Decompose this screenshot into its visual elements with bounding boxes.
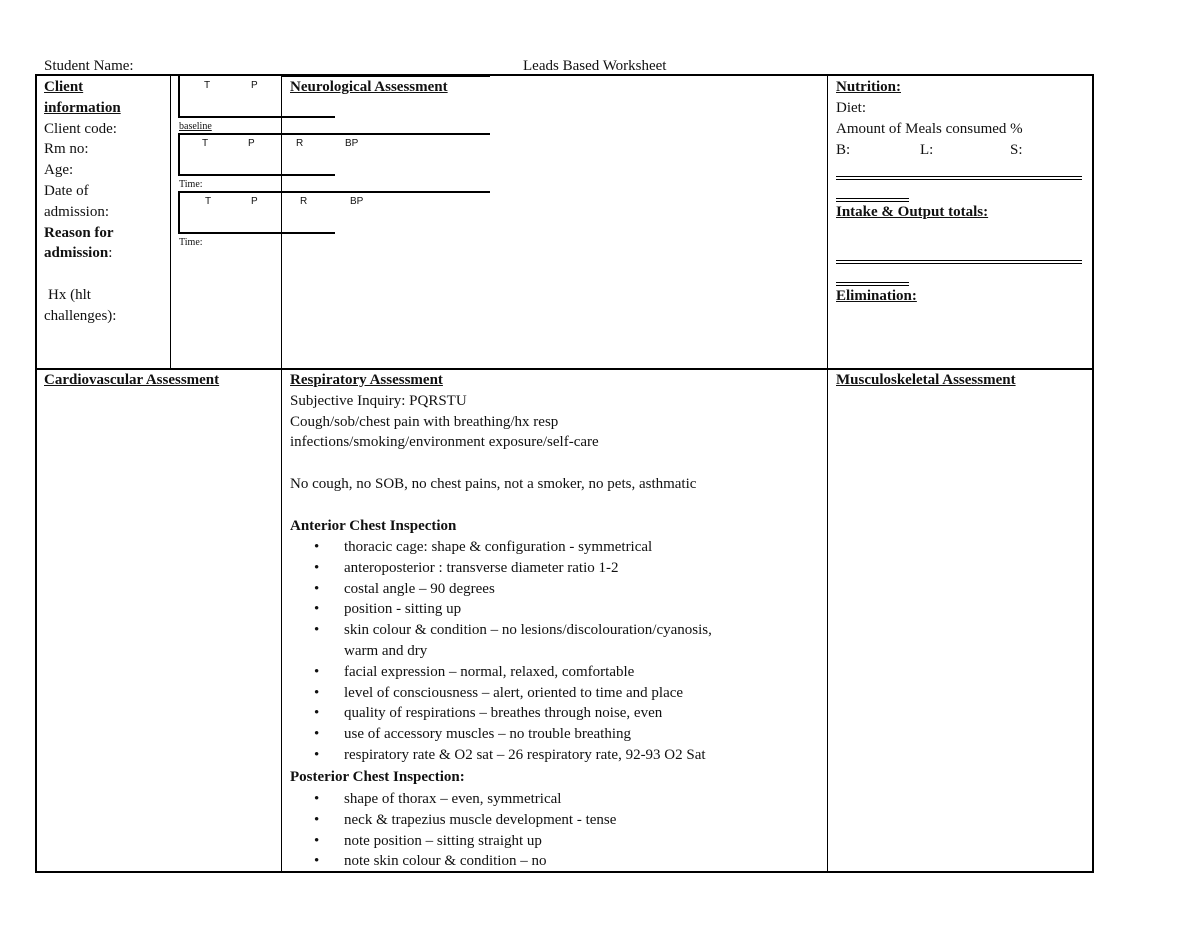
vitals-t-label-3: T (205, 196, 212, 207)
list-item: • neck & trapezius muscle development - tense (290, 810, 616, 831)
student-name-label: Student Name: (44, 58, 134, 74)
client-info-title-line2: information (44, 99, 121, 116)
room-number-label: Rm no: (44, 141, 89, 158)
list-item: • shape of thorax – even, symmetrical (290, 789, 616, 810)
list-item: • respiratory rate & O2 sat – 26 respiratory rate, 92-93 O2 Sat (290, 745, 712, 766)
list-item: • note skin colour & condition – no (290, 851, 616, 872)
list-item: • note position – sitting straight up (290, 831, 616, 852)
client-info-title-line1: Client (44, 79, 84, 95)
age-label: Age: (44, 162, 74, 179)
list-item: • use of accessory muscles – no trouble breathing (290, 724, 712, 745)
subjective-inquiry: Subjective Inquiry: PQRSTU (290, 392, 467, 409)
vitals-t-label: T (204, 80, 211, 91)
inquiry-line2: infections/smoking/environment exposure/self-care (290, 434, 599, 451)
list-item: • skin colour & condition – no lesions/discolouration/cyanosis, (290, 620, 712, 641)
respiratory-summary: No cough, no SOB, no chest pains, not a smoker, no pets, asthmatic (290, 475, 697, 492)
client-info-section (44, 77, 121, 327)
meals-consumed-label: Amount of Meals consumed % (836, 120, 1023, 137)
health-history-line2: challenges): (44, 307, 117, 324)
list-item: • level of consciousness – alert, oriented to time and place (290, 683, 712, 704)
list-item: • position - sitting up (290, 599, 712, 620)
posterior-chest-list (290, 789, 616, 872)
reason-colon: : (108, 245, 113, 262)
vitals-t-label-2: T (202, 138, 209, 149)
vitals-p-label: P (251, 80, 258, 91)
vitals-r-label-2: R (296, 138, 304, 149)
worksheet-title: Leads Based Worksheet (523, 58, 667, 74)
time-label-1: Time: (179, 179, 203, 190)
diet-label: Diet: (836, 99, 866, 116)
vitals-p-label-3: P (251, 196, 258, 207)
reason-for-admission-line2: admission (44, 245, 109, 262)
client-code-label: Client code: (44, 120, 117, 137)
nutrition-title: Nutrition: (836, 79, 901, 95)
skin-continuation: warm and dry (344, 642, 428, 659)
vitals-r-label-3: R (300, 196, 308, 207)
anterior-chest-list (290, 537, 712, 766)
list-item: • quality of respirations – breathes through noise, even (290, 703, 712, 724)
elimination-title: Elimination: (836, 288, 917, 304)
health-history-line1: Hx (hlt (48, 286, 91, 303)
baseline-label: baseline (179, 121, 212, 132)
respiratory-section (290, 370, 696, 536)
date-of-admission-line1: Date of (44, 182, 89, 199)
vitals-p-label-2: P (248, 138, 255, 149)
list-item: • anteroposterior : transverse diameter ratio 1-2 (290, 558, 712, 579)
anterior-chest-title: Anterior Chest Inspection (290, 517, 457, 534)
posterior-chest-title: Posterior Chest Inspection: (290, 769, 465, 785)
cardiovascular-assessment-title: Cardiovascular Assessment (44, 372, 220, 388)
nutrition-section (836, 77, 1023, 139)
reason-for-admission-line1: Reason for (44, 224, 114, 241)
list-item: • costal angle – 90 degrees (290, 579, 712, 600)
lunch-label: L: (920, 142, 934, 158)
breakfast-label: B: (836, 142, 851, 158)
supper-label: S: (1010, 142, 1023, 158)
inquiry-line1: Cough/sob/chest pain with breathing/hx resp (290, 413, 559, 430)
respiratory-assessment-title: Respiratory Assessment (290, 372, 443, 388)
time-label-2: Time: (179, 237, 203, 248)
vitals-bp-label-3: BP (350, 196, 364, 207)
vitals-bp-label-2: BP (345, 138, 359, 149)
list-item: • thoracic cage: shape & configuration - symmetrical (290, 537, 712, 558)
neurological-assessment-title: Neurological Assessment (290, 79, 448, 95)
intake-output-title: Intake & Output totals: (836, 204, 989, 220)
musculoskeletal-assessment-title: Musculoskeletal Assessment (836, 372, 1016, 388)
date-of-admission-line2: admission: (44, 203, 110, 220)
list-item: • facial expression – normal, relaxed, comfortable (290, 662, 712, 683)
